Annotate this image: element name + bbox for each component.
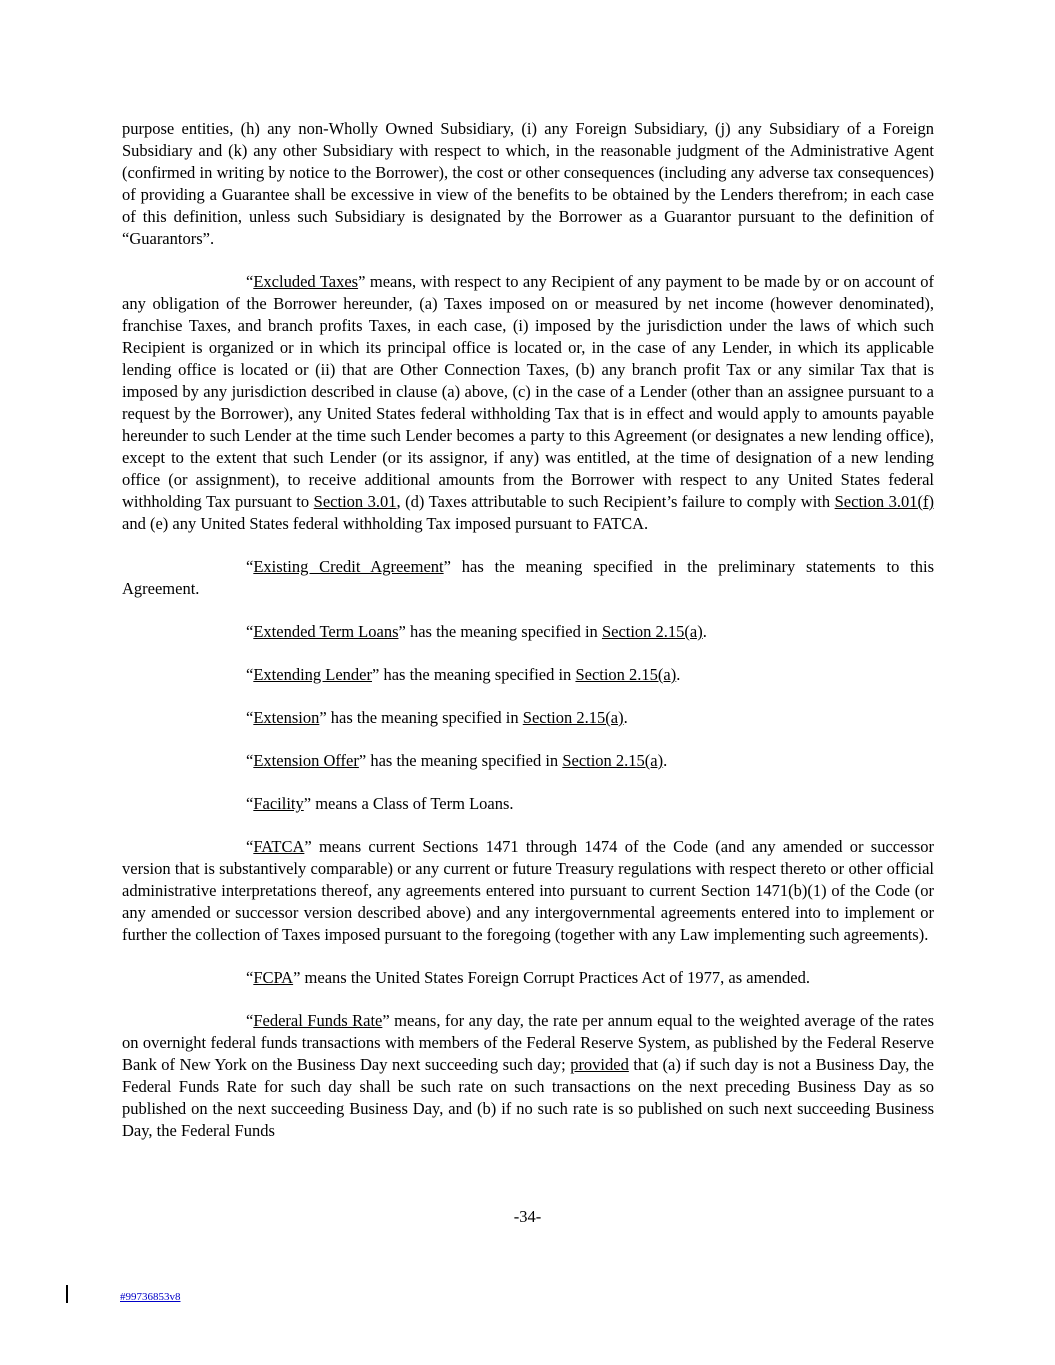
defined-term: Extended Term Loans — [253, 622, 399, 641]
text-run: that (a) if such day is not a Business Day, the Federal Funds Rate for such day shall be such rate on such transactions on the next preceding Business Day as so published on the next succeeding Business Day, and (b) if no such rate is so published on such next succeeding Business Day, the Federal Funds — [122, 1055, 934, 1140]
text-run: purpose entities, (h) any non-Wholly Owned Subsidiary, (i) any Foreign Subsidiary, (j) any Subsidiary of a Foreign Subsidiary and (k) any other Subsidiary with respect to which, in the reasonable judgment of the Administrative Agent (confirmed in writing by notice to the Borrower), the cost or other consequences (including any adverse tax consequences) of providing a Guarantee shall be excessive in view of the benefits to be obtained by the Lenders therefrom; in each case of this definition, unless such Subsidiary is designated by the Borrower as a Guarantor pursuant to the definition of “Guarantors”. — [122, 119, 934, 248]
defined-term: Section 2.15(a) — [522, 708, 624, 727]
paragraph — [122, 1010, 934, 1142]
page-number: -34- — [513, 1207, 542, 1226]
text-run: “ — [246, 968, 254, 987]
text-run: “ — [246, 708, 254, 727]
text-run: ” means current Sections 1471 through 1474 of the Code (and any amended or successor version that is substantively comparable) or any current or future Treasury regulations with respect thereto or other official administrative interpretations thereof, any agreements entered into pursuant to current Section 1471(b)(1) of the Code (or any amended or successor version described above) and any intergovernmental agreements entered into to implement or further the collection of Taxes imposed pursuant to the foregoing (together with any Law implementing such agreements). — [122, 837, 934, 944]
defined-term: provided — [570, 1055, 629, 1074]
paragraph — [122, 271, 934, 535]
text-run: “ — [246, 557, 254, 576]
text-run: “ — [246, 837, 254, 856]
defined-term: Section 2.15(a) — [575, 665, 677, 684]
text-run: ” means a Class of Term Loans. — [303, 794, 514, 813]
text-run: ” has the meaning specified in — [358, 751, 563, 770]
paragraph — [122, 118, 934, 250]
defined-term: Extending Lender — [253, 665, 372, 684]
defined-term: FATCA — [253, 837, 305, 856]
document-id-link[interactable]: #99736853v8 — [120, 1291, 181, 1303]
paragraph — [122, 793, 934, 815]
defined-term: Excluded Taxes — [253, 272, 359, 291]
text-run: ” has the meaning specified in — [372, 665, 576, 684]
text-run: “ — [246, 794, 254, 813]
text-run: ” means, for any day, the rate per annum equal to the weighted average of the rates on overnight federal funds transactions with members of the Federal Reserve System, as published by the Federal Reserve Bank of New York on the Business Day next succeeding such day; — [122, 1011, 934, 1074]
defined-term: Section 2.15(a) — [562, 751, 664, 770]
text-run: . — [623, 708, 628, 727]
document-body — [122, 118, 934, 1163]
text-run: ” means the United States Foreign Corrupt Practices Act of 1977, as amended. — [293, 968, 810, 987]
text-run: “ — [246, 272, 254, 291]
change-bar — [66, 1285, 68, 1303]
text-run: ” has the meaning specified in — [319, 708, 523, 727]
defined-term: Section 3.01(f) — [834, 492, 934, 511]
text-run: ” has the meaning specified in the preliminary statements to this Agreement. — [122, 557, 935, 598]
defined-term: Extension — [253, 708, 320, 727]
defined-term: Existing Credit Agreement — [253, 557, 444, 576]
text-run: “ — [246, 1011, 254, 1030]
defined-term: Extension Offer — [253, 751, 359, 770]
paragraph — [122, 707, 934, 729]
defined-term: Federal Funds Rate — [253, 1011, 383, 1030]
paragraph — [122, 621, 934, 643]
defined-term: FCPA — [253, 968, 294, 987]
text-run: . — [702, 622, 707, 641]
paragraph — [122, 664, 934, 686]
text-run: “ — [246, 622, 254, 641]
text-run: ” means, with respect to any Recipient of any payment to be made by or on account of any obligation of the Borrower hereunder, (a) Taxes imposed on or measured by net income (however denominated), franchise Taxes, and branch profits Taxes, in each case, (i) imposed by the jurisdiction under the laws of which such Recipient is organized or in which its principal office is located or, in the case of any Lender, in which its applicable lending office is located or (ii) that are Other Connection Taxes, (b) any branch profit Tax or any similar Tax that is imposed by any jurisdiction described in clause (a) above, (c) in the case of a Lender (other than an assignee pursuant to a request by the Borrower), any United States federal withholding Tax that is in effect and would apply to amounts payable hereunder to such Lender at the time such Lender becomes a party to this Agreement (or designates a new lending office), except to the extent that such Lender (or its assignor, if any) was entitled, at the time of designation of a new lending office (or assignment), to receive additional amounts from the Borrower with respect to any United States federal withholding Tax pursuant to — [122, 272, 934, 511]
defined-term: Section 2.15(a) — [601, 622, 703, 641]
text-run: ” has the meaning specified in — [398, 622, 602, 641]
text-run: “ — [246, 665, 254, 684]
paragraph — [122, 556, 934, 600]
defined-term: Facility — [253, 794, 304, 813]
paragraph — [122, 967, 934, 989]
text-run: , (d) Taxes attributable to such Recipient’s failure to comply with — [396, 492, 835, 511]
text-run: “ — [246, 751, 254, 770]
text-run: . — [676, 665, 681, 684]
paragraph — [122, 750, 934, 772]
text-run: . — [663, 751, 668, 770]
paragraph — [122, 836, 934, 946]
text-run: and (e) any United States federal withholding Tax imposed pursuant to FATCA. — [122, 514, 649, 533]
defined-term: Section 3.01 — [313, 492, 397, 511]
